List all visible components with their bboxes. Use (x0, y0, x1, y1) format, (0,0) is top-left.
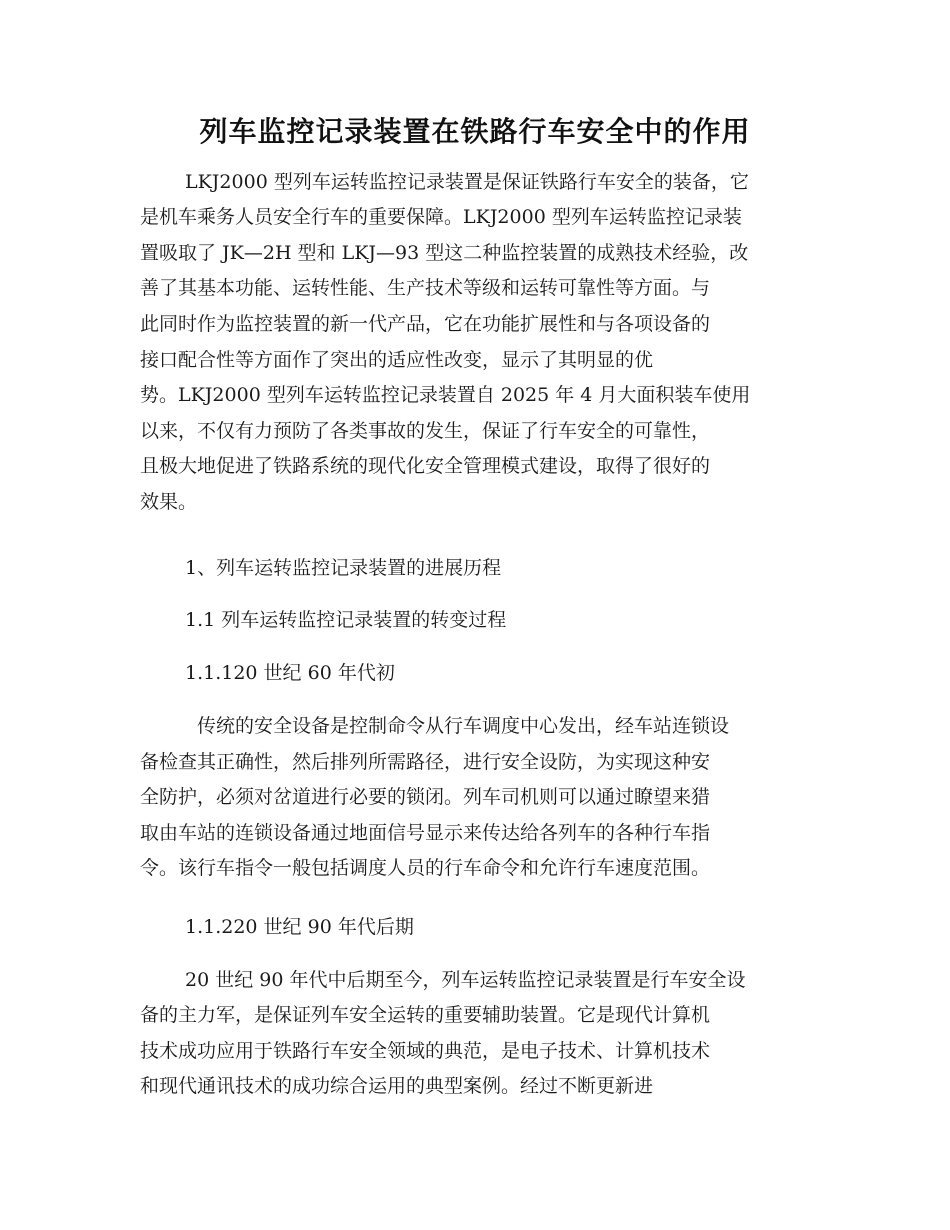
text-line: 20 世纪 90 年代中后期至今，列车运转监控记录装置是行车安全设 (185, 969, 746, 991)
document-title: 列车监控记录装置在铁路行车安全中的作用 (199, 115, 751, 148)
text-line: 且极大地促进了铁路系统的现代化安全管理模式建设，取得了很好的 (140, 455, 711, 477)
text-line: 令。该行车指令一般包括调度人员的行车命令和允许行车速度范围。 (140, 857, 711, 879)
text-line: 备检查其正确性，然后排列所需路径，进行安全设防，为实现这种安 (140, 751, 711, 773)
text-line: 势。LKJ2000 型列车运转监控记录装置自 2025 年 4 月大面积装车使用 (140, 384, 751, 406)
text-line: 效果。 (140, 491, 198, 513)
section-heading: 1、列车运转监控记录装置的进展历程 (185, 557, 502, 579)
text-line: 是机车乘务人员安全行车的重要保障。LKJ2000 型列车运转监控记录装 (140, 206, 742, 228)
text-line: 此同时作为监控装置的新一代产品，它在功能扩展性和与各项设备的 (140, 313, 711, 335)
text-line: LKJ2000 型列车运转监控记录装置是保证铁路行车安全的装备，它 (185, 171, 749, 193)
text-line: 取由车站的连锁设备通过地面信号显示来传达给各列车的各种行车指 (140, 822, 711, 844)
text-line: 接口配合性等方面作了突出的适应性改变，显示了其明显的优 (140, 349, 654, 371)
text-line: 传统的安全设备是控制命令从行车调度中心发出，经车站连锁设 (197, 715, 730, 737)
subsection-heading: 1.1 列车运转监控记录装置的转变过程 (185, 609, 507, 631)
text-line: 以来，不仅有力预防了各类事故的发生，保证了行车安全的可靠性， (140, 420, 711, 442)
text-line: 备的主力军，是保证列车安全运转的重要辅助装置。它是现代计算机 (140, 1004, 711, 1026)
subsubsection-heading: 1.1.120 世纪 60 年代初 (185, 662, 395, 684)
text-line: 置吸取了 JK—2H 型和 LKJ—93 型这二种监控装置的成熟技术经验，改 (140, 242, 749, 264)
text-line: 技术成功应用于铁路行车安全领域的典范，是电子技术、计算机技术 (140, 1040, 711, 1062)
text-line: 善了其基本功能、运转性能、生产技术等级和运转可靠性等方面。与 (140, 277, 711, 299)
text-line: 和现代通讯技术的成功综合运用的典型案例。经过不断更新进 (140, 1075, 654, 1097)
subsubsection-heading: 1.1.220 世纪 90 年代后期 (185, 916, 414, 938)
text-line: 全防护，必须对岔道进行必要的锁闭。列车司机则可以通过瞭望来猎 (140, 786, 711, 808)
